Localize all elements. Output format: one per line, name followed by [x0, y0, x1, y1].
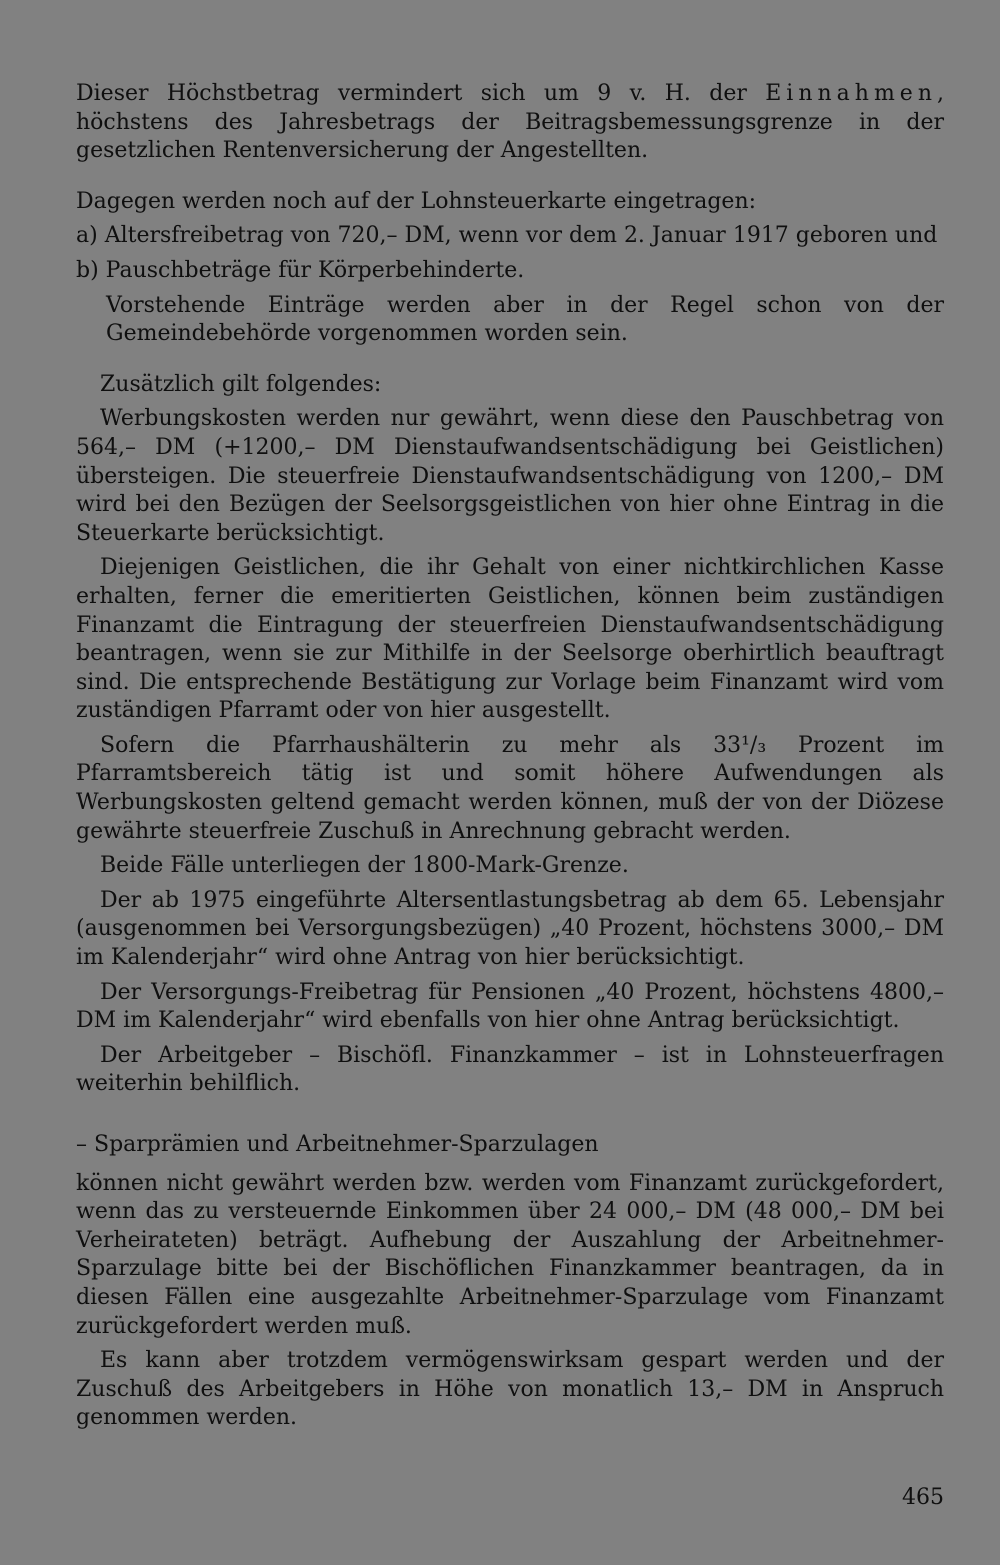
paragraph-werbungskosten: Werbungskosten werden nur gewährt, wenn diese den Pauschbetrag von 564,– DM (+1200,– DM Dienstaufwandsentschädigung bei Geistlichen) übersteigen. Die steuerfreie Dienstaufwandsentschädigung von 1200,– DM wird bei den Bezügen der Seelsorgsgeistlichen von hier ohne Eintrag in die Steuerkarte berücksichtigt. [76, 406, 944, 546]
list-item-b: b) Pauschbeträge für Körperbehinderte. [76, 257, 525, 283]
list-item-a: a) Altersfreibetrag von 720,– DM, wenn vor dem 2. Januar 1917 geboren und [76, 223, 938, 249]
paragraph-zusaetzlich: Zusätzlich gilt folgendes: [100, 371, 382, 397]
paragraph-vorstehende: Vorstehende Einträge werden aber in der Regel schon von der Gemeindebehörde vorgenommen worden sein. [106, 292, 944, 347]
page-number: 465 [902, 1485, 944, 1510]
paragraph-dagegen: Dagegen werden noch auf der Lohnsteuerkarte eingetragen: [76, 188, 757, 214]
paragraph-altersentlastung: Der ab 1975 eingeführte Altersentlastungsbetrag ab dem 65. Lebensjahr (ausgenommen bei Versorgungsbezügen) „40 Prozent, höchstens 3000,– DM im Kalenderjahr“ wird ohne Antrag von hier berücksichtigt. [76, 887, 944, 971]
paragraph-vermoegenswirksam: Es kann aber trotzdem vermögenswirksam gespart werden und der Zuschuß des Arbeitgebers in Höhe von monatlich 13,– DM in Anspruch genommen werden. [76, 1348, 944, 1431]
spaced-emphasis: Einnahmen [765, 81, 937, 106]
paragraph-beide-faelle: Beide Fälle unterliegen der 1800-Mark-Grenze. [100, 853, 629, 879]
paragraph-text: , höchstens des Jahresbetrags der Beitragsbemessungsgrenze in der gesetzlichen Rentenversicherung der Angestellten. [76, 81, 944, 164]
paragraph-pfarrhaushaelterin: Sofern die Pfarrhaushälterin zu mehr als 33¹/₃ Prozent im Pfarramtsbereich tätig ist und somit höhere Aufwendungen als Werbungskosten geltend gemacht werden können, muß der von der Diözese gewährte steuerfreie Zuschuß in Anrechnung gebracht werden. [76, 732, 944, 844]
paragraph-arbeitgeber: Der Arbeitgeber – Bischöfl. Finanzkammer – ist in Lohnsteuerfragen weiterhin behilflich. [76, 1042, 944, 1097]
paragraph-geistliche: Diejenigen Geistlichen, die ihr Gehalt von einer nichtkirchlichen Kasse erhalten, ferner die emeritierten Geistlichen, können beim zuständigen Finanzamt die Eintragung der steuerfreien Dienstaufwandsentschädigung beantragen, wenn sie zur Mithilfe in der Seelsorge oberhirtlich beauftragt sind. Die entsprechende Bestätigung zur Vorlage beim Finanzamt wird vom zuständigen Pfarramt oder von hier ausgestellt. [76, 555, 944, 724]
paragraph-versorgungsfreibetrag: Der Versorgungs-Freibetrag für Pensionen „40 Prozent, höchstens 4800,– DM im Kalenderjahr“ wird ebenfalls von hier ohne Antrag berücksichtigt. [76, 979, 944, 1034]
paragraph-sparzulagen: können nicht gewährt werden bzw. werden vom Finanzamt zurückgefordert, wenn das zu versteuernde Einkommen über 24 000,– DM (48 000,– DM bei Verheirateten) beträgt. Aufhebung der Auszahlung der Arbeitnehmer-Sparzulage bitte bei der Bischöflichen Finanzkammer beantragen, da in diesen Fällen eine ausgezahlte Arbeitnehmer-Sparzulage vom Finanzamt zurückgefordert werden muß. [76, 1170, 944, 1339]
paragraph-text: Dieser Höchstbetrag vermindert sich um 9 v. H. der [76, 81, 766, 106]
paragraph-hoechstbetrag [76, 80, 944, 166]
body-text [76, 80, 944, 1433]
section-heading-sparpraemien: – Sparprämien und Arbeitnehmer-Sparzulagen [76, 1132, 599, 1157]
